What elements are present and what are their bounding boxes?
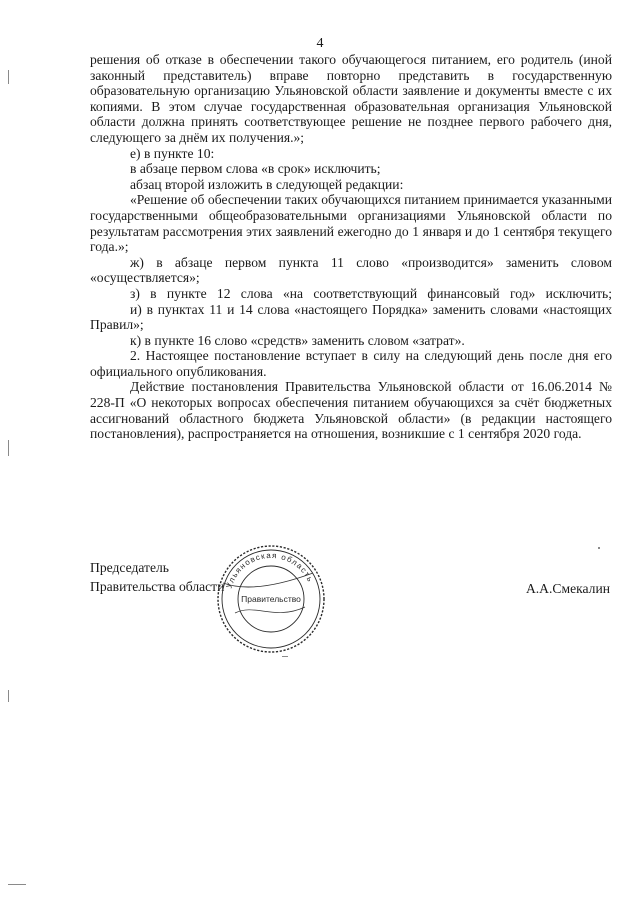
seal-ring-text: Ульяновская область [224,550,316,590]
paragraph: 2. Настоящее постановление вступает в силу на следующий день после дня его официального опубликования. [90,348,612,379]
scan-artifact [282,656,288,657]
signatory-title [90,558,224,596]
paragraph: абзац второй изложить в следующей редакции: [130,176,404,192]
scan-artifact [8,690,9,702]
document-body [90,52,612,442]
paragraph: в абзаце первом слова «в срок» исключить; [130,161,381,177]
signature-stroke [235,607,305,613]
paragraph: е) в пункте 10: [130,145,215,161]
paragraph: «Решение об обеспечении таких обучающихся питанием принимается указанными государственными общеобразовательными организациями Ульяновской области по результатам рассмотрения этих заявлений ежегодно до 1 января и до 1 сентября текущего года.»; [90,192,612,255]
paragraph: ж) в абзаце первом пункта 11 слово «производится» заменить словом «осуществляется»; [90,254,612,286]
paragraph: решения об отказе в обеспечении такого обучающегося питанием, его родитель (иной законный представитель) вправе повторно представить в государственную образовательную организацию Ульяновской области заявление и документы вместе с их копиями. В этом случае государственная образовательная организация Ульяновской области должна принять соответствующее решение не позднее первого рабочего дня, следующего за днём их получения.»; [90,52,612,145]
paragraph: к) в пункте 16 слово «средств» заменить словом «затрат». [130,332,465,348]
seal-center-text: Правительство [241,594,301,604]
page-number: 4 [316,36,324,51]
scan-artifact [8,884,26,885]
paragraph: з) в пункте 12 слова «на соответствующий финансовый год» исключить; [130,285,612,301]
signatory-title-line2: Правительства области [90,579,225,594]
official-seal-stamp [215,543,327,655]
scan-artifact [8,70,9,84]
signatory-title-line1: Председатель [90,560,169,575]
paragraph: Действие постановления Правительства Ульяновской области от 16.06.2014 № 228-П «О некоторых вопросах обеспечения питанием обучающихся за счёт бюджетных ассигнований областного бюджета Ульяновской области» (в редакции настоящего постановления), распространяется на отношения, возникшие с 1 сентября 2020 года. [90,379,612,442]
scan-artifact [8,440,9,456]
scan-artifact [598,547,600,549]
paragraph: и) в пунктах 11 и 14 слова «настоящего Порядка» заменить словами «настоящих Правил»; [90,301,612,333]
signatory-name: А.А.Смекалин [525,581,610,596]
